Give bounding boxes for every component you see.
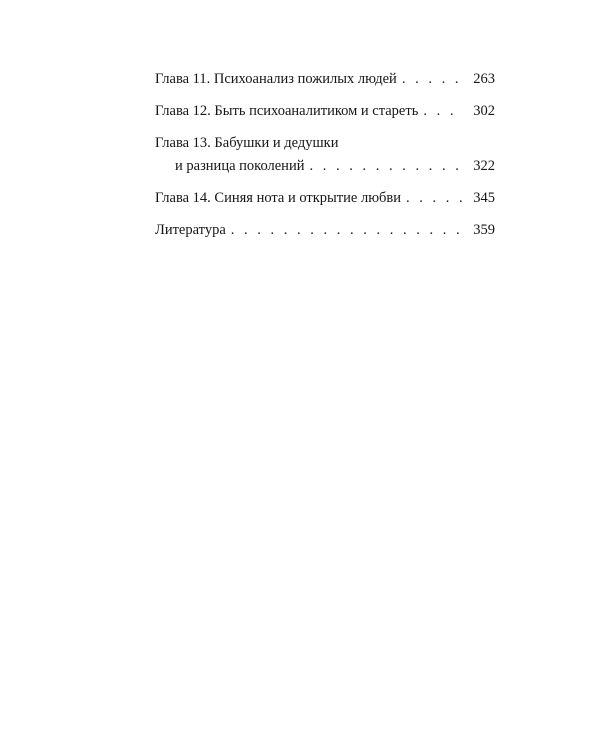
dot-leader (402, 68, 464, 91)
dot-leader (406, 187, 464, 210)
dot-leader (423, 100, 464, 123)
table-of-contents (155, 68, 495, 251)
toc-entry-title: Глава 11. Психоанализ пожилых людей (155, 71, 397, 87)
toc-entry-page: 302 (473, 103, 495, 119)
toc-entry-page: 359 (473, 222, 495, 238)
toc-entry-page: 263 (473, 71, 495, 87)
dot-leader (309, 155, 464, 178)
toc-entry-page: 345 (473, 190, 495, 206)
toc-entry-page: 322 (473, 158, 495, 174)
toc-entry-title: Глава 14. Синяя нота и открытие любви (155, 190, 402, 206)
toc-entry-bibliography (155, 219, 495, 242)
toc-entry-line2 (155, 155, 495, 178)
toc-entry-title: Глава 12. Быть психоаналитиком и стареть (155, 103, 419, 119)
toc-entry-title: Литература (155, 222, 226, 238)
dot-leader (231, 219, 464, 242)
toc-entry-title-line1: Глава 13. Бабушки и дедушки (155, 135, 339, 151)
toc-entry-chapter-12 (155, 100, 495, 123)
toc-entry-title-line2: и разница поколений (175, 158, 305, 174)
toc-entry-chapter-14 (155, 187, 495, 210)
toc-entry-chapter-11 (155, 68, 495, 91)
toc-entry-chapter-13 (155, 132, 495, 178)
